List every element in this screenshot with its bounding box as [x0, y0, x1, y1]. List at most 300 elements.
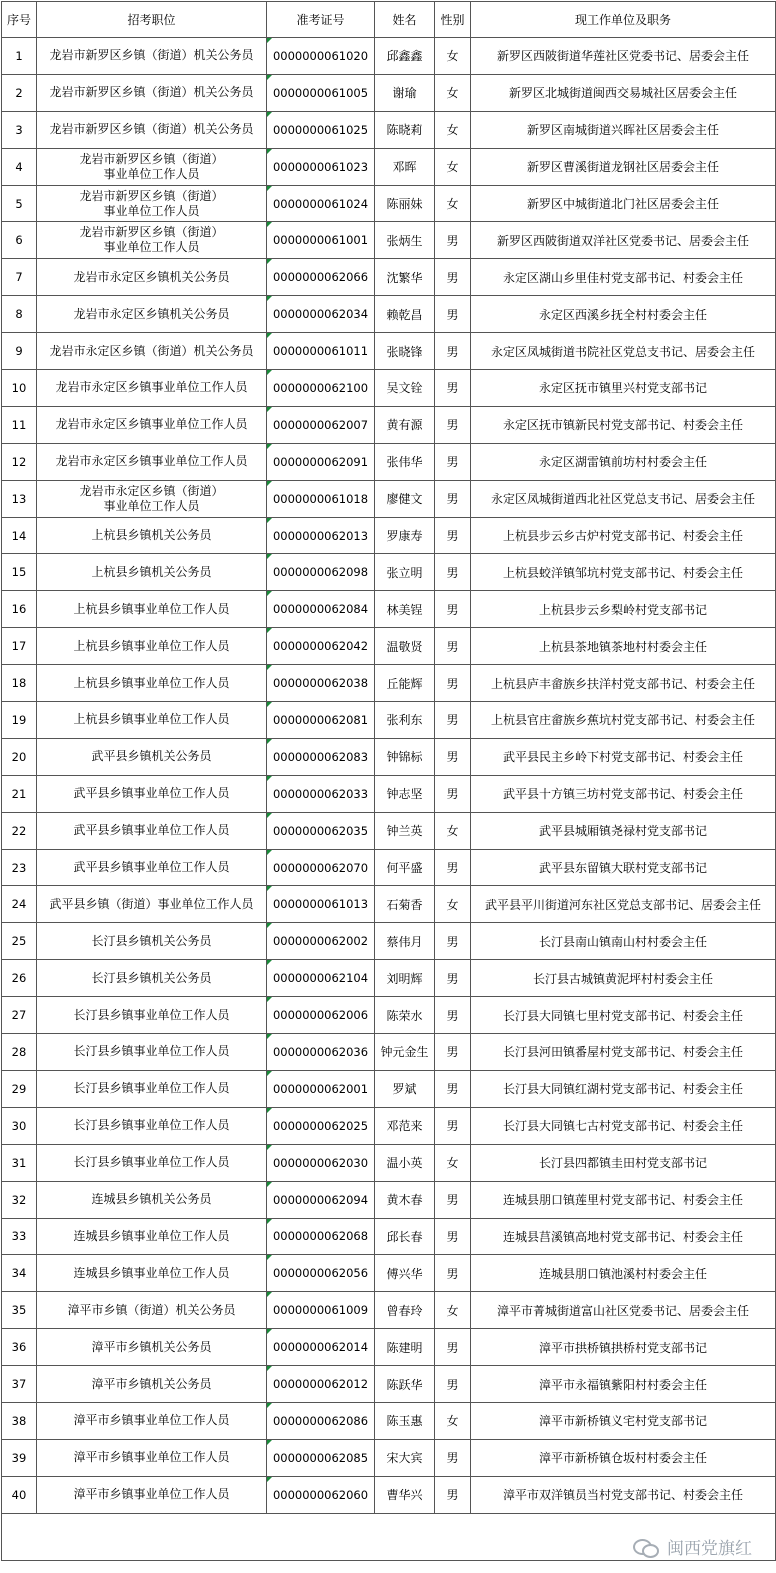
cell-current-work: 上杭县庐丰畲族乡扶洋村党支部书记、村委会主任 — [471, 665, 776, 702]
cell-index: 29 — [2, 1070, 37, 1107]
cell-ticket-number: 0000000061011 — [267, 333, 375, 370]
position-text: 龙岩市永定区乡镇机关公务员 — [73, 269, 230, 284]
cell-gender: 男 — [435, 222, 471, 259]
position-text: 武平县乡镇机关公务员 — [91, 749, 212, 764]
cell-index: 36 — [2, 1329, 37, 1366]
cell-ticket-number: 0000000062001 — [267, 1070, 375, 1107]
position-text: 长汀县乡镇事业单位工作人员 — [73, 1007, 230, 1022]
cell-current-work: 连城县莒溪镇高地村党支部书记、村委会主任 — [471, 1218, 776, 1255]
cell-name: 陈跃华 — [375, 1366, 435, 1403]
cell-gender: 男 — [435, 738, 471, 775]
watermark-text: 闽西党旗红 — [667, 1539, 752, 1559]
cell-ticket-number: 0000000061025 — [267, 111, 375, 148]
cell-index: 11 — [2, 406, 37, 443]
table-row — [2, 111, 776, 148]
cell-ticket-number: 0000000061024 — [267, 185, 375, 222]
candidate-table — [1, 1, 776, 1561]
cell-name: 张利东 — [375, 702, 435, 739]
cell-gender: 男 — [435, 296, 471, 333]
cell-gender: 男 — [435, 443, 471, 480]
cell-current-work: 永定区凤城街道书院社区党总支书记、居委会主任 — [471, 333, 776, 370]
cell-name: 吴文铨 — [375, 370, 435, 407]
table-row — [2, 1329, 776, 1366]
cell-index: 38 — [2, 1402, 37, 1439]
table-row — [2, 406, 776, 443]
cell-current-work: 长汀县河田镇番屋村党支部书记、村委会主任 — [471, 1034, 776, 1071]
cell-index: 22 — [2, 812, 37, 849]
cell-position — [37, 997, 267, 1034]
cell-index: 13 — [2, 480, 37, 517]
wechat-icon — [633, 1537, 659, 1557]
cell-gender: 男 — [435, 702, 471, 739]
cell-current-work: 长汀县南山镇南山村村委会主任 — [471, 923, 776, 960]
cell-ticket-number: 0000000062104 — [267, 960, 375, 997]
cell-name: 丘能辉 — [375, 665, 435, 702]
cell-index: 3 — [2, 111, 37, 148]
cell-current-work: 永定区凤城街道西北社区党总支书记、居委会主任 — [471, 480, 776, 517]
table-row — [2, 1218, 776, 1255]
position-text: 漳平市乡镇机关公务员 — [91, 1339, 212, 1354]
table-row — [2, 849, 776, 886]
table-row — [2, 1181, 776, 1218]
cell-name: 钟志坚 — [375, 775, 435, 812]
cell-position — [37, 1439, 267, 1476]
cell-index: 20 — [2, 738, 37, 775]
position-text: 长汀县乡镇机关公务员 — [91, 970, 212, 985]
cell-ticket-number: 0000000062035 — [267, 812, 375, 849]
cell-index: 17 — [2, 628, 37, 665]
table-row — [2, 1144, 776, 1181]
cell-name: 谢瑜 — [375, 74, 435, 111]
cell-current-work: 长汀县大同镇七古村党支部书记、村委会主任 — [471, 1107, 776, 1144]
cell-index: 40 — [2, 1476, 37, 1513]
cell-name: 钟兰英 — [375, 812, 435, 849]
table-row — [2, 1476, 776, 1513]
cell-index: 27 — [2, 997, 37, 1034]
cell-current-work: 新罗区西陂街道双洋社区党委书记、居委会主任 — [471, 222, 776, 259]
cell-index: 37 — [2, 1366, 37, 1403]
cell-position — [37, 1366, 267, 1403]
table-row — [2, 1255, 776, 1292]
header-ticket-number: 准考证号 — [267, 2, 375, 38]
cell-gender: 男 — [435, 960, 471, 997]
cell-current-work: 漳平市新桥镇仓坂村村委会主任 — [471, 1439, 776, 1476]
cell-ticket-number: 0000000062070 — [267, 849, 375, 886]
position-text: 龙岩市永定区乡镇事业单位工作人员 — [55, 380, 248, 395]
cell-name: 宋大宾 — [375, 1439, 435, 1476]
watermark — [633, 1534, 752, 1559]
cell-current-work: 漳平市新桥镇义宅村党支部书记 — [471, 1402, 776, 1439]
cell-position — [37, 517, 267, 554]
cell-current-work: 上杭县官庄畲族乡蕉坑村党支部书记、村委会主任 — [471, 702, 776, 739]
position-text: 上杭县乡镇机关公务员 — [91, 528, 212, 543]
cell-index: 7 — [2, 259, 37, 296]
position-text: 龙岩市新罗区乡镇（街道） 事业单位工作人员 — [79, 225, 224, 255]
cell-current-work: 上杭县蛟洋镇邹坑村党支部书记、村委会主任 — [471, 554, 776, 591]
cell-index: 8 — [2, 296, 37, 333]
cell-position — [37, 1255, 267, 1292]
cell-current-work: 上杭县茶地镇茶地村村委会主任 — [471, 628, 776, 665]
cell-current-work: 上杭县步云乡古炉村党支部书记、村委会主任 — [471, 517, 776, 554]
cell-ticket-number: 0000000062066 — [267, 259, 375, 296]
cell-gender: 男 — [435, 554, 471, 591]
cell-gender: 男 — [435, 849, 471, 886]
cell-position — [37, 370, 267, 407]
cell-ticket-number: 0000000062094 — [267, 1181, 375, 1218]
cell-current-work: 长汀县大同镇七里村党支部书记、村委会主任 — [471, 997, 776, 1034]
table-row — [2, 738, 776, 775]
cell-name: 石菊香 — [375, 886, 435, 923]
cell-position — [37, 480, 267, 517]
cell-name: 张炳生 — [375, 222, 435, 259]
position-text: 武平县乡镇（街道）事业单位工作人员 — [49, 896, 254, 911]
table-row — [2, 812, 776, 849]
cell-name: 罗康寿 — [375, 517, 435, 554]
cell-ticket-number: 0000000062091 — [267, 443, 375, 480]
cell-current-work: 武平县东留镇大联村党支部书记 — [471, 849, 776, 886]
table-row — [2, 1366, 776, 1403]
cell-position — [37, 1034, 267, 1071]
position-text: 漳平市乡镇事业单位工作人员 — [73, 1413, 230, 1428]
cell-current-work: 新罗区曹溪街道龙钢社区居委会主任 — [471, 148, 776, 185]
cell-name: 邓晖 — [375, 148, 435, 185]
table-row — [2, 886, 776, 923]
cell-name: 陈晓莉 — [375, 111, 435, 148]
cell-current-work: 连城县朋口镇池溪村村委会主任 — [471, 1255, 776, 1292]
position-text: 武平县乡镇事业单位工作人员 — [73, 786, 230, 801]
position-text: 龙岩市永定区乡镇机关公务员 — [73, 306, 230, 321]
cell-position — [37, 554, 267, 591]
position-text: 长汀县乡镇事业单位工作人员 — [73, 1044, 230, 1059]
cell-gender: 男 — [435, 1329, 471, 1366]
cell-name: 何平盛 — [375, 849, 435, 886]
cell-index: 5 — [2, 185, 37, 222]
position-text: 连城县乡镇事业单位工作人员 — [73, 1265, 230, 1280]
cell-index: 24 — [2, 886, 37, 923]
position-text: 龙岩市新罗区乡镇（街道）机关公务员 — [49, 85, 254, 100]
cell-current-work: 永定区抚市镇里兴村党支部书记 — [471, 370, 776, 407]
cell-gender: 男 — [435, 517, 471, 554]
cell-position — [37, 1181, 267, 1218]
cell-ticket-number: 0000000062098 — [267, 554, 375, 591]
table-row — [2, 148, 776, 185]
cell-current-work: 漳平市菁城街道富山社区党委书记、居委会主任 — [471, 1292, 776, 1329]
table-row — [2, 1107, 776, 1144]
cell-position — [37, 738, 267, 775]
table-row — [2, 222, 776, 259]
table-row — [2, 333, 776, 370]
cell-gender: 女 — [435, 1402, 471, 1439]
cell-name: 邱鑫鑫 — [375, 38, 435, 75]
cell-current-work: 武平县城厢镇尧禄村党支部书记 — [471, 812, 776, 849]
table-row — [2, 38, 776, 75]
cell-current-work: 上杭县步云乡梨岭村党支部书记 — [471, 591, 776, 628]
cell-position — [37, 1402, 267, 1439]
position-text: 漳平市乡镇（街道）机关公务员 — [67, 1302, 236, 1317]
cell-position — [37, 886, 267, 923]
position-text: 漳平市乡镇机关公务员 — [91, 1376, 212, 1391]
cell-index: 35 — [2, 1292, 37, 1329]
cell-gender: 男 — [435, 1255, 471, 1292]
position-text: 龙岩市永定区乡镇事业单位工作人员 — [55, 454, 248, 469]
cell-name: 张伟华 — [375, 443, 435, 480]
cell-current-work: 新罗区南城街道兴晖社区居委会主任 — [471, 111, 776, 148]
cell-ticket-number: 0000000062056 — [267, 1255, 375, 1292]
position-text: 上杭县乡镇事业单位工作人员 — [73, 675, 230, 690]
cell-position — [37, 74, 267, 111]
position-text: 龙岩市新罗区乡镇（街道） 事业单位工作人员 — [79, 151, 224, 181]
cell-index: 25 — [2, 923, 37, 960]
position-text: 龙岩市新罗区乡镇（街道）机关公务员 — [49, 122, 254, 137]
cell-ticket-number: 0000000061009 — [267, 1292, 375, 1329]
cell-gender: 男 — [435, 333, 471, 370]
cell-name: 张晓锋 — [375, 333, 435, 370]
cell-current-work: 永定区湖雷镇前坊村村委会主任 — [471, 443, 776, 480]
cell-current-work: 武平县十方镇三坊村党支部书记、村委会主任 — [471, 775, 776, 812]
cell-gender: 女 — [435, 185, 471, 222]
cell-index: 2 — [2, 74, 37, 111]
cell-ticket-number: 0000000061013 — [267, 886, 375, 923]
cell-name: 邱长春 — [375, 1218, 435, 1255]
cell-index: 32 — [2, 1181, 37, 1218]
cell-gender: 男 — [435, 1476, 471, 1513]
cell-gender: 男 — [435, 1218, 471, 1255]
table-row — [2, 517, 776, 554]
cell-ticket-number: 0000000062060 — [267, 1476, 375, 1513]
table-row — [2, 1070, 776, 1107]
table-row — [2, 923, 776, 960]
cell-gender: 女 — [435, 111, 471, 148]
cell-gender: 男 — [435, 1070, 471, 1107]
cell-gender: 女 — [435, 1144, 471, 1181]
cell-name: 陈荣水 — [375, 997, 435, 1034]
cell-position — [37, 665, 267, 702]
cell-ticket-number: 0000000062007 — [267, 406, 375, 443]
cell-gender: 男 — [435, 628, 471, 665]
cell-gender: 男 — [435, 1034, 471, 1071]
cell-index: 21 — [2, 775, 37, 812]
position-text: 上杭县乡镇机关公务员 — [91, 564, 212, 579]
cell-position — [37, 1070, 267, 1107]
cell-gender: 女 — [435, 886, 471, 923]
cell-position — [37, 38, 267, 75]
header-position: 招考职位 — [37, 2, 267, 38]
table-row — [2, 370, 776, 407]
header-gender: 性别 — [435, 2, 471, 38]
cell-index: 26 — [2, 960, 37, 997]
cell-ticket-number: 0000000061001 — [267, 222, 375, 259]
cell-name: 林美锃 — [375, 591, 435, 628]
cell-ticket-number: 0000000062014 — [267, 1329, 375, 1366]
cell-position — [37, 1218, 267, 1255]
cell-position — [37, 960, 267, 997]
table-row — [2, 443, 776, 480]
cell-name: 曹华兴 — [375, 1476, 435, 1513]
table-row — [2, 997, 776, 1034]
cell-position — [37, 1107, 267, 1144]
cell-gender: 男 — [435, 1366, 471, 1403]
position-text: 上杭县乡镇事业单位工作人员 — [73, 712, 230, 727]
cell-ticket-number: 0000000062081 — [267, 702, 375, 739]
cell-index: 4 — [2, 148, 37, 185]
cell-current-work: 新罗区中城街道北门社区居委会主任 — [471, 185, 776, 222]
cell-position — [37, 406, 267, 443]
cell-name: 傅兴华 — [375, 1255, 435, 1292]
cell-ticket-number: 0000000062038 — [267, 665, 375, 702]
position-text: 武平县乡镇事业单位工作人员 — [73, 860, 230, 875]
cell-gender: 男 — [435, 1181, 471, 1218]
cell-current-work: 长汀县四都镇圭田村党支部书记 — [471, 1144, 776, 1181]
cell-position — [37, 775, 267, 812]
position-text: 连城县乡镇机关公务员 — [91, 1192, 212, 1207]
cell-index: 16 — [2, 591, 37, 628]
position-text: 龙岩市永定区乡镇（街道） 事业单位工作人员 — [79, 483, 224, 513]
cell-position — [37, 222, 267, 259]
cell-name: 沈繁华 — [375, 259, 435, 296]
cell-gender: 男 — [435, 370, 471, 407]
table-row — [2, 702, 776, 739]
cell-name: 刘明辉 — [375, 960, 435, 997]
position-text: 上杭县乡镇事业单位工作人员 — [73, 638, 230, 653]
cell-ticket-number: 0000000062068 — [267, 1218, 375, 1255]
cell-ticket-number: 0000000061023 — [267, 148, 375, 185]
cell-position — [37, 1144, 267, 1181]
position-text: 长汀县乡镇事业单位工作人员 — [73, 1081, 230, 1096]
cell-name: 温敬贤 — [375, 628, 435, 665]
cell-index: 12 — [2, 443, 37, 480]
cell-ticket-number: 0000000062006 — [267, 997, 375, 1034]
cell-position — [37, 1292, 267, 1329]
table-row — [2, 1402, 776, 1439]
cell-name: 陈建明 — [375, 1329, 435, 1366]
cell-ticket-number: 0000000062083 — [267, 738, 375, 775]
cell-name: 蔡伟月 — [375, 923, 435, 960]
cell-index: 34 — [2, 1255, 37, 1292]
table-row — [2, 259, 776, 296]
cell-gender: 女 — [435, 812, 471, 849]
cell-gender: 男 — [435, 406, 471, 443]
cell-current-work: 新罗区西陂街道华莲社区党委书记、居委会主任 — [471, 38, 776, 75]
header-current-work: 现工作单位及职务 — [471, 2, 776, 38]
cell-gender: 男 — [435, 1107, 471, 1144]
cell-index: 10 — [2, 370, 37, 407]
table-row — [2, 185, 776, 222]
position-text: 龙岩市永定区乡镇（街道）机关公务员 — [49, 343, 254, 358]
cell-ticket-number: 0000000062033 — [267, 775, 375, 812]
position-text: 长汀县乡镇事业单位工作人员 — [73, 1118, 230, 1133]
table-row — [2, 665, 776, 702]
cell-index: 39 — [2, 1439, 37, 1476]
cell-name: 张立明 — [375, 554, 435, 591]
cell-current-work: 永定区湖山乡里佳村党支部书记、村委会主任 — [471, 259, 776, 296]
table-row — [2, 1292, 776, 1329]
cell-ticket-number: 0000000062042 — [267, 628, 375, 665]
cell-current-work: 永定区西溪乡抚全村村委会主任 — [471, 296, 776, 333]
table-row — [2, 554, 776, 591]
cell-ticket-number: 0000000062034 — [267, 296, 375, 333]
cell-gender: 男 — [435, 665, 471, 702]
cell-position — [37, 591, 267, 628]
cell-ticket-number: 0000000062036 — [267, 1034, 375, 1071]
cell-name: 陈玉惠 — [375, 1402, 435, 1439]
cell-index: 6 — [2, 222, 37, 259]
cell-current-work: 新罗区北城街道闽西交易城社区居委会主任 — [471, 74, 776, 111]
cell-ticket-number: 0000000062012 — [267, 1366, 375, 1403]
table-row — [2, 960, 776, 997]
table-row — [2, 296, 776, 333]
cell-gender: 男 — [435, 775, 471, 812]
cell-gender: 男 — [435, 480, 471, 517]
cell-gender: 女 — [435, 1292, 471, 1329]
cell-current-work: 漳平市永福镇紫阳村村委会主任 — [471, 1366, 776, 1403]
header-row — [2, 2, 776, 38]
cell-position — [37, 111, 267, 148]
table-row — [2, 775, 776, 812]
cell-ticket-number: 0000000061018 — [267, 480, 375, 517]
cell-name: 黄木春 — [375, 1181, 435, 1218]
cell-ticket-number: 0000000061020 — [267, 38, 375, 75]
position-text: 上杭县乡镇事业单位工作人员 — [73, 601, 230, 616]
cell-ticket-number: 0000000062100 — [267, 370, 375, 407]
cell-current-work: 武平县民主乡岭下村党支部书记、村委会主任 — [471, 738, 776, 775]
cell-current-work: 漳平市拱桥镇拱桥村党支部书记 — [471, 1329, 776, 1366]
cell-position — [37, 849, 267, 886]
cell-name: 温小英 — [375, 1144, 435, 1181]
table-row — [2, 1439, 776, 1476]
cell-position — [37, 702, 267, 739]
position-text: 长汀县乡镇机关公务员 — [91, 933, 212, 948]
cell-gender: 女 — [435, 148, 471, 185]
table-row — [2, 480, 776, 517]
cell-position — [37, 1476, 267, 1513]
cell-name: 赖乾昌 — [375, 296, 435, 333]
cell-position — [37, 259, 267, 296]
cell-ticket-number: 0000000062013 — [267, 517, 375, 554]
cell-name: 钟锦标 — [375, 738, 435, 775]
cell-ticket-number: 0000000062002 — [267, 923, 375, 960]
cell-ticket-number: 0000000062030 — [267, 1144, 375, 1181]
position-text: 漳平市乡镇事业单位工作人员 — [73, 1487, 230, 1502]
position-text: 连城县乡镇事业单位工作人员 — [73, 1228, 230, 1243]
cell-position — [37, 333, 267, 370]
cell-gender: 女 — [435, 74, 471, 111]
cell-ticket-number: 0000000062085 — [267, 1439, 375, 1476]
cell-current-work: 漳平市双洋镇员当村党支部书记、村委会主任 — [471, 1476, 776, 1513]
cell-index: 23 — [2, 849, 37, 886]
cell-position — [37, 923, 267, 960]
cell-index: 14 — [2, 517, 37, 554]
cell-position — [37, 148, 267, 185]
cell-position — [37, 296, 267, 333]
cell-name: 钟元金生 — [375, 1034, 435, 1071]
position-text: 龙岩市新罗区乡镇（街道） 事业单位工作人员 — [79, 188, 224, 218]
cell-index: 30 — [2, 1107, 37, 1144]
cell-current-work: 长汀县大同镇红湖村党支部书记、村委会主任 — [471, 1070, 776, 1107]
cell-index: 18 — [2, 665, 37, 702]
cell-ticket-number: 0000000062086 — [267, 1402, 375, 1439]
cell-ticket-number: 0000000062084 — [267, 591, 375, 628]
header-index: 序号 — [2, 2, 37, 38]
table-row — [2, 628, 776, 665]
cell-gender: 男 — [435, 923, 471, 960]
cell-position — [37, 812, 267, 849]
position-text: 武平县乡镇事业单位工作人员 — [73, 823, 230, 838]
cell-current-work: 武平县平川街道河东社区党总支部书记、居委会主任 — [471, 886, 776, 923]
cell-position — [37, 1329, 267, 1366]
position-text: 龙岩市新罗区乡镇（街道）机关公务员 — [49, 48, 254, 63]
table-row — [2, 74, 776, 111]
position-text: 长汀县乡镇事业单位工作人员 — [73, 1155, 230, 1170]
